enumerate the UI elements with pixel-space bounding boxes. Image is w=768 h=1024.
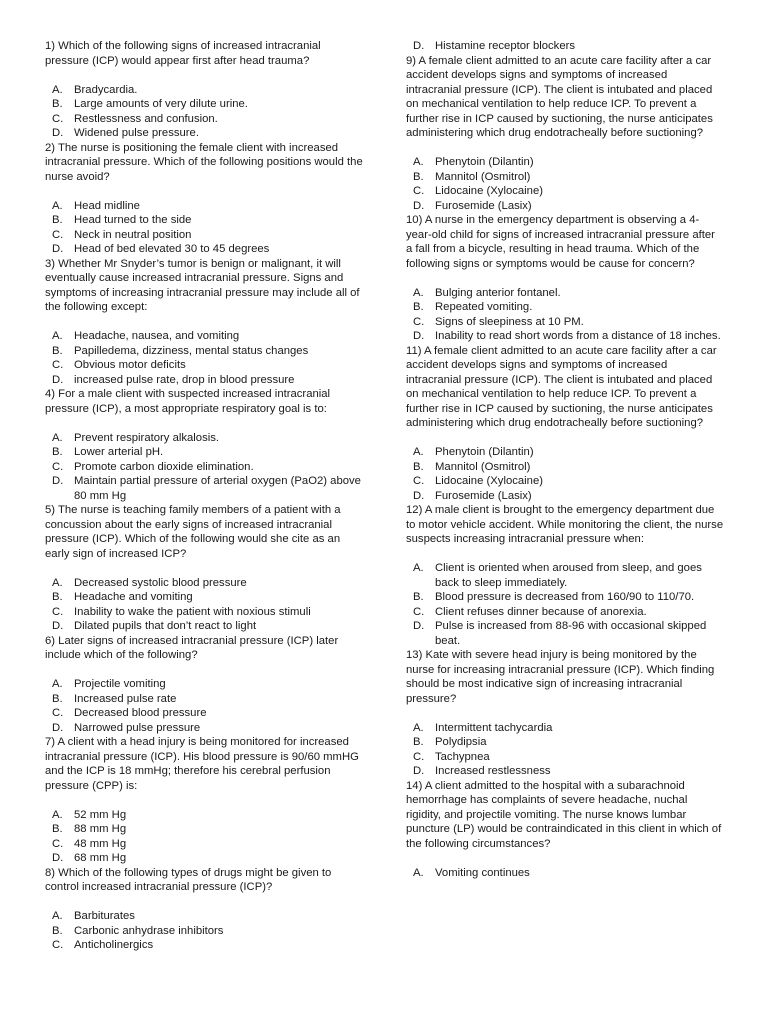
- option-text: Increased pulse rate: [74, 692, 177, 705]
- spacer: [406, 431, 724, 446]
- spacer: [45, 416, 365, 431]
- option-letter: B.: [52, 98, 63, 110]
- spacer: [406, 271, 724, 286]
- answer-option: [45, 126, 365, 141]
- answer-option: [45, 213, 365, 228]
- answer-option: [45, 837, 365, 852]
- answer-options: [45, 576, 365, 634]
- answer-options: [45, 199, 365, 257]
- answer-option: [45, 677, 365, 692]
- option-text: Pulse is increased from 88-96 with occasional skipped beat.: [435, 620, 707, 647]
- option-letter: B.: [52, 924, 63, 937]
- option-letter: C.: [52, 605, 64, 618]
- option-letter: D.: [413, 199, 425, 212]
- question-stem: 12) A male client is brought to the emergency department due to motor vehicle accident. While monitoring the client, the nurse suspects increasing intracranial pressure when:: [406, 504, 724, 545]
- option-letter: D.: [52, 721, 64, 734]
- option-text: Projectile vomiting: [74, 678, 166, 690]
- option-letter: B.: [52, 446, 63, 458]
- answer-option: [45, 445, 365, 460]
- option-letter: B.: [413, 736, 424, 748]
- option-letter: A.: [52, 330, 63, 342]
- answer-option: [406, 199, 724, 214]
- question-stem: 5) The nurse is teaching family members of a patient with a concussion about the early signs of increased intracranial pressure (ICP). Which of the following would she cite as an early sign of increased ICP?: [45, 504, 341, 560]
- answer-option: [406, 474, 724, 489]
- answer-option: [406, 39, 724, 54]
- option-text: Inability to wake the patient with noxious stimuli: [74, 605, 311, 618]
- option-text: Widened pulse pressure.: [74, 127, 199, 139]
- question-block: [406, 779, 724, 881]
- left-column: [45, 39, 365, 953]
- answer-option: [406, 329, 724, 344]
- answer-options: [406, 155, 724, 213]
- question-stem: 3) Whether Mr Snyder’s tumor is benign or malignant, it will eventually cause increased intracranial pressure. Signs and symptoms of increasing intracranial pressure may include all of the following except:: [45, 257, 360, 313]
- answer-option: [45, 373, 365, 388]
- answer-option: [45, 83, 365, 98]
- answer-option: [45, 692, 365, 707]
- question-stem: 1) Which of the following signs of increased intracranial pressure (ICP) would appear first after head trauma?: [45, 40, 321, 67]
- question-stem: 9) A female client admitted to an acute care facility after a car accident develops signs and symptoms of increased intracranial pressure (ICP). The client is intubated and placed on mechanical ventilation to help reduce ICP. To prevent a further rise in ICP caused by suctioning, the nurse anticipates administering which drug endotracheally before suctioning?: [406, 54, 713, 139]
- right-column: [406, 39, 724, 880]
- option-letter: C.: [413, 750, 425, 763]
- answer-option: [45, 605, 365, 620]
- spacer: [45, 793, 365, 808]
- option-letter: A.: [413, 562, 424, 574]
- option-text: Bulging anterior fontanel.: [435, 286, 561, 299]
- option-text: Headache, nausea, and vomiting: [74, 330, 240, 342]
- answer-option: [406, 315, 724, 330]
- option-text: Maintain partial pressure of arterial oxygen (PaO2) above 80 mm Hg: [74, 475, 361, 502]
- answer-option: [45, 199, 365, 214]
- question-block: [45, 866, 365, 953]
- spacer: [45, 895, 365, 910]
- answer-option: [45, 721, 365, 736]
- question-block: [45, 634, 365, 736]
- question-stem: 11) A female client admitted to an acute care facility after a car accident develops signs and symptoms of increased intracranial pressure (ICP). The client is intubated and placed on mechanical ventilation to help reduce ICP. To prevent a further rise in ICP caused by suctioning, the nurse anticipates administering which drug endotracheally before suctioning?: [406, 344, 717, 429]
- option-letter: D.: [52, 475, 64, 487]
- answer-option: [45, 474, 365, 503]
- answer-option: [406, 750, 724, 765]
- option-text: Lidocaine (Xylocaine): [435, 185, 544, 197]
- question-stem: 2) The nurse is positioning the female client with increased intracranial pressure. Which of the following positions would the nurse avoid?: [45, 141, 363, 183]
- answer-options: [406, 561, 724, 648]
- answer-option: [406, 605, 724, 620]
- answer-option: [406, 764, 724, 779]
- option-letter: D.: [52, 243, 64, 255]
- option-text: Head of bed elevated 30 to 45 degrees: [74, 243, 270, 255]
- answer-option: [45, 822, 365, 837]
- option-letter: C.: [52, 112, 64, 125]
- option-text: Tachypnea: [435, 750, 490, 763]
- option-text: Polydipsia: [435, 736, 487, 748]
- answer-option: [406, 590, 724, 605]
- answer-options: [406, 445, 724, 503]
- question-block: [406, 54, 724, 214]
- option-text: Head midline: [74, 199, 140, 212]
- answer-options: [406, 866, 724, 881]
- option-text: Mannitol (Osmitrol): [435, 460, 531, 473]
- answer-option: [406, 489, 724, 504]
- spacer: [406, 141, 724, 156]
- option-text: Intermittent tachycardia: [435, 721, 553, 734]
- option-letter: C.: [52, 939, 64, 951]
- option-letter: B.: [52, 591, 63, 603]
- option-letter: C.: [413, 605, 425, 618]
- option-text: Prevent respiratory alkalosis.: [74, 431, 220, 444]
- option-text: 88 mm Hg: [74, 823, 127, 835]
- option-text: Furosemide (Lasix): [435, 199, 532, 212]
- answer-option: [406, 184, 724, 199]
- question-block: [45, 503, 365, 634]
- answer-option: [45, 909, 365, 924]
- option-text: Obvious motor deficits: [74, 359, 186, 371]
- question-stem: 4) For a male client with suspected increased intracranial pressure (ICP), a most appropriate respiratory goal is to:: [45, 388, 331, 415]
- option-text: Head turned to the side: [74, 214, 192, 226]
- answer-options: [45, 83, 365, 141]
- answer-option: [45, 851, 365, 866]
- option-text: Decreased systolic blood pressure: [74, 576, 247, 589]
- option-letter: D.: [52, 373, 64, 386]
- option-text: Mannitol (Osmitrol): [435, 170, 531, 183]
- answer-option: [406, 155, 724, 170]
- option-letter: A.: [52, 431, 63, 444]
- option-text: Papilledema, dizziness, mental status changes: [74, 344, 309, 357]
- answer-option: [45, 228, 365, 243]
- option-text: Client is oriented when aroused from sleep, and goes back to sleep immediately.: [435, 562, 702, 589]
- option-letter: D.: [52, 620, 64, 632]
- option-text: Repeated vomiting.: [435, 301, 533, 313]
- spacer: [45, 663, 365, 678]
- option-letter: D.: [52, 852, 64, 864]
- answer-option: [45, 706, 365, 721]
- option-text: Histamine receptor blockers: [435, 40, 576, 52]
- option-text: increased pulse rate, drop in blood pressure: [74, 373, 295, 386]
- option-text: Large amounts of very dilute urine.: [74, 98, 248, 110]
- answer-options: [406, 721, 724, 779]
- question-block: [45, 39, 365, 141]
- answer-option: [406, 286, 724, 301]
- option-letter: B.: [413, 460, 424, 473]
- question-block: [406, 503, 724, 648]
- option-letter: C.: [52, 228, 64, 241]
- answer-option: [406, 170, 724, 185]
- question-stem: 14) A client admitted to the hospital with a subarachnoid hemorrhage has complaints of severe headache, nuchal rigidity, and projectile vomiting. The nurse knows lumbar puncture (LP) would be contraindicated in this client in which of the following circumstances?: [406, 779, 722, 850]
- spacer: [45, 184, 365, 199]
- option-text: Increased restlessness: [435, 765, 551, 777]
- option-text: Vomiting continues: [435, 866, 530, 879]
- question-stem: 13) Kate with severe head injury is being monitored by the nurse for increasing intracranial pressure (ICP). Which finding should be most indicative sign of increasing intracranial pressure?: [406, 649, 715, 705]
- option-text: Anticholinergics: [74, 939, 154, 951]
- answer-options: [45, 329, 365, 387]
- answer-option: [406, 300, 724, 315]
- answer-option: [406, 460, 724, 475]
- option-letter: B.: [52, 823, 63, 835]
- spacer: [45, 315, 365, 330]
- answer-option: [45, 576, 365, 591]
- answer-option: [45, 938, 365, 953]
- question-block: [406, 213, 724, 344]
- option-letter: A.: [413, 286, 424, 299]
- answer-option: [406, 866, 724, 881]
- question-stem: 7) A client with a head injury is being monitored for increased intracranial pressure (ICP). His blood pressure is 90/60 mmHG and the ICP is 18 mmHg; therefore his cerebral perfusion pressure (CPP) is:: [45, 736, 359, 792]
- option-text: Neck in neutral position: [74, 228, 192, 241]
- answer-options: [45, 909, 365, 953]
- option-letter: C.: [52, 460, 64, 473]
- answer-option: [45, 590, 365, 605]
- option-text: Bradycardia.: [74, 83, 138, 96]
- option-letter: A.: [52, 199, 63, 212]
- question-block: [406, 39, 724, 54]
- question-stem: 8) Which of the following types of drugs might be given to control increased intracranial pressure (ICP)?: [45, 866, 332, 893]
- question-block: [45, 257, 365, 388]
- answer-options: [45, 677, 365, 735]
- answer-option: [45, 924, 365, 939]
- option-letter: D.: [413, 489, 425, 502]
- option-letter: A.: [52, 808, 63, 821]
- option-text: Carbonic anhydrase inhibitors: [74, 924, 224, 937]
- option-text: Barbiturates: [74, 910, 135, 922]
- answer-option: [45, 460, 365, 475]
- option-letter: C.: [413, 185, 425, 197]
- question-block: [45, 141, 365, 257]
- option-letter: D.: [413, 330, 425, 342]
- answer-option: [45, 112, 365, 127]
- answer-options: [406, 39, 724, 54]
- question-stem: 6) Later signs of increased intracranial pressure (ICP) later include which of the following?: [45, 634, 339, 661]
- option-letter: C.: [413, 315, 425, 328]
- option-letter: C.: [52, 359, 64, 371]
- option-letter: C.: [413, 475, 425, 487]
- option-letter: B.: [413, 591, 424, 603]
- answer-options: [45, 431, 365, 504]
- option-text: 48 mm Hg: [74, 837, 127, 850]
- answer-option: [45, 344, 365, 359]
- answer-option: [45, 619, 365, 634]
- answer-option: [45, 242, 365, 257]
- option-letter: C.: [52, 837, 64, 850]
- option-text: Client refuses dinner because of anorexia.: [435, 605, 647, 618]
- spacer: [406, 851, 724, 866]
- option-text: Lidocaine (Xylocaine): [435, 475, 544, 487]
- option-text: Promote carbon dioxide elimination.: [74, 460, 254, 473]
- answer-option: [406, 445, 724, 460]
- spacer: [45, 68, 365, 83]
- answer-option: [406, 619, 724, 648]
- option-letter: B.: [52, 344, 63, 357]
- option-text: Phenytoin (Dilantin): [435, 156, 534, 168]
- answer-options: [406, 286, 724, 344]
- option-text: Narrowed pulse pressure: [74, 721, 201, 734]
- option-text: Furosemide (Lasix): [435, 489, 532, 502]
- option-letter: A.: [413, 866, 424, 879]
- option-text: Phenytoin (Dilantin): [435, 446, 534, 458]
- option-letter: D.: [413, 620, 425, 632]
- option-letter: A.: [413, 446, 424, 458]
- question-block: [406, 344, 724, 504]
- option-letter: B.: [413, 170, 424, 183]
- option-text: Headache and vomiting: [74, 591, 193, 603]
- option-letter: D.: [413, 765, 425, 777]
- question-block: [45, 735, 365, 866]
- option-letter: B.: [52, 214, 63, 226]
- question-block: [45, 387, 365, 503]
- option-text: Blood pressure is decreased from 160/90 to 110/70.: [435, 591, 695, 603]
- question-stem: 10) A nurse in the emergency department is observing a 4-year-old child for signs of increased intracranial pressure after a fall from a bicycle, resulting in head trauma. Which of the following signs or symptoms would be cause for concern?: [406, 214, 715, 270]
- option-text: Decreased blood pressure: [74, 707, 207, 719]
- option-letter: A.: [52, 576, 63, 589]
- answer-option: [45, 808, 365, 823]
- option-text: 68 mm Hg: [74, 852, 127, 864]
- option-letter: D.: [52, 127, 64, 139]
- option-letter: B.: [413, 301, 424, 313]
- spacer: [45, 561, 365, 576]
- answer-option: [406, 735, 724, 750]
- option-text: Lower arterial pH.: [74, 446, 164, 458]
- answer-option: [45, 329, 365, 344]
- option-text: Restlessness and confusion.: [74, 112, 218, 125]
- spacer: [406, 547, 724, 562]
- option-text: Dilated pupils that don’t react to light: [74, 620, 257, 632]
- answer-option: [45, 97, 365, 112]
- option-text: Inability to read short words from a distance of 18 inches.: [435, 330, 721, 342]
- question-block: [406, 648, 724, 779]
- answer-option: [45, 358, 365, 373]
- option-letter: A.: [413, 156, 424, 168]
- option-letter: A.: [413, 721, 424, 734]
- option-letter: A.: [52, 678, 63, 690]
- spacer: [406, 706, 724, 721]
- answer-option: [45, 431, 365, 446]
- option-letter: A.: [52, 910, 63, 922]
- answer-options: [45, 808, 365, 866]
- option-letter: A.: [52, 83, 63, 96]
- option-letter: D.: [413, 40, 425, 52]
- option-text: 52 mm Hg: [74, 808, 127, 821]
- option-letter: B.: [52, 692, 63, 705]
- option-text: Signs of sleepiness at 10 PM.: [435, 315, 584, 328]
- answer-option: [406, 721, 724, 736]
- answer-option: [406, 561, 724, 590]
- option-letter: C.: [52, 707, 64, 719]
